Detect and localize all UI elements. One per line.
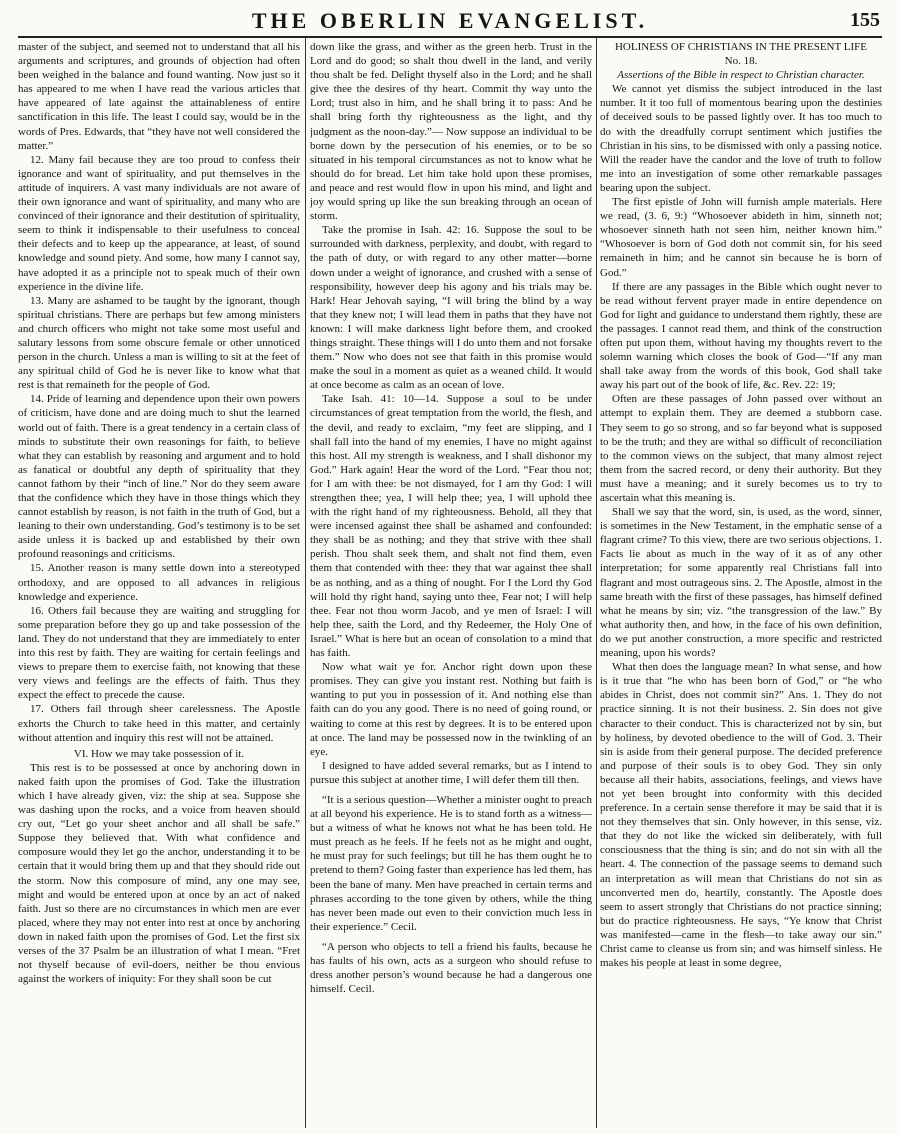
paragraph: 14. Pride of learning and dependence upon their own powers of criticism, have done and are doing much to shut the learned world out of faith. There is a great tendency in a certain class of minds to substitute their own reasonings for faith, to believe what they can establish by reasoning and argument and to hold as fanatical or doubtful any depth of spirituality that they cannot fathom by their “inch of line.” Nor do they seem aware that the confidence which they have in those things which they cannot establish by reason, is not faith in the truth of God, but a leaning to their own understanding. God’s testimony is to be set aside unless it is backed up and established by their own profound reasonings and criticisms.	[18, 393, 300, 561]
paragraph: master of the subject, and seemed not to understand that all his arguments and scriptures, and grounds of objection had often been weighed in the balance and found wanting. Now just so it has appeared to me when I have read the various articles that have appeared of late against the attainableness of entire sanctification in this life. The least I could say, would be in the words of Pres. Edwards, that “they have not well considered the matter.”	[18, 41, 300, 152]
masthead	[18, 6, 882, 38]
page-number: 155	[850, 9, 880, 31]
column-1	[18, 40, 300, 1130]
paragraph: What then does the language mean? In what sense, and how is it true that “he who has been born of God,” or “he who abides in Christ, does not commit sin?” Ans. 1. They do not practice sinning. It is not their business. 2. Sin does not give character to their conduct. This is characterized not by sin, but by holiness, by devoted obedience to the will of God. 3. Their sin is aside from their general purpose. The decided preference and purpose of their souls is to obey God. They sin only because all their habits, associations, feelings, and views have not yet been brought into conformity with this decided preference. In a certain sense therefore it may be said that it is not they themselves that sin. Only however, in this sense, viz. that they do not like the wicked sin deliberately, with full consciousness that the thing is sin; and do not sin with all the heart. 4. The connection of the passage seems to demand such an interpretation as will mean that Christians do not sin as unconverted men do, heartily, constantly. The Apostle does seem to assert strongly that Christians do not practice sinning; but do practice righteousness. He says, “Ye know that Christ was manifested—came in the flesh—to take away our sin.” Christ came to cleanse us from sin; and was himself sinless. He makes his people at least in some degree,	[600, 661, 882, 970]
paragraph: 13. Many are ashamed to be taught by the ignorant, though spiritual christians. There are perhaps but few among ministers and church officers who might not take some most useful and salutary lessons from some obscure female or other unnoticed person in the church. Unless a man is willing to sit at the feet of any spiritual child of God he is never like to know what that rest is that remaineth for the people of God.	[18, 294, 300, 392]
article-subheading: Assertions of the Bible in respect to Christian character.	[617, 69, 865, 82]
paragraph: The first epistle of John will furnish ample materials. Here we read, (3. 6, 9:) “Whosoever abideth in him, sinneth not; whosoever sinneth hath not seen him, neither known him.” “Whosoever is born of God doth not commit sin, for his seed remaineth in him; and he cannot sin because he is born of God.”	[600, 196, 882, 279]
paragraph: 16. Others fail because they are waiting and struggling for some preparation before they go up and take possession of the land. They do not understand that they are immediately to enter into this rest by faith. They are waiting for certain feelings and views to prepare them to exercise faith, not knowing that these very views and feelings are the effects of faith. Thus they expect the effect to precede the cause.	[18, 604, 300, 702]
paragraph: I designed to have added several remarks, but as I intend to pursue this subject at another time, I will defer them till then.	[310, 759, 592, 786]
paragraph: Take the promise in Isah. 42: 16. Suppose the soul to be surrounded with darkness, perplexity, and doubt, with regard to the path of duty, or with regard to any other matter—borne down under a weight of ignorance, and crushed with a sense of responsibility, however deep his agony and his trials may be. Hark! Hear Jehovah saying, “I will bring the blind by a way that they knew not; I will lead them in paths that they have not known: I will make darkness light before them, and crooked things straight. These things will I do unto them and not forsake them.” Now who does not see that faith in this promise would make the soul in a moment as quiet as a weaned child. It would at once become as calm as an ocean of love.	[310, 224, 592, 392]
paragraph: Now what wait ye for. Anchor right down upon these promises. They can give you instant rest. Nothing but faith is wanting to put you in possession of it. And nothing else than faith can do you any good. There is no need of going round, or waiting to come at this rest by degrees. It is to be entered upon at once. The land may be possessed now in the twinkling of an eye.	[310, 661, 592, 758]
article-number: No. 18.	[724, 55, 758, 68]
column-3	[600, 40, 882, 1130]
paragraph: If there are any passages in the Bible which ought never to be read without fervent prayer made in entire dependence on God for light and guidance to understand them rightly, these are the passages. I cannot read them, and think of the construction often put upon them, without having my thoughts revert to the solemn warning which closes the book of God—“If any man shall take away from the words of this book, God shall take away his part out of the book of life, &c. Rev. 22: 19;	[600, 280, 882, 392]
masthead-title: THE OBERLIN EVANGELIST.	[251, 8, 649, 33]
section-heading: VI. How we may take possession of it.	[73, 747, 245, 760]
paragraph: Shall we say that the word, sin, is used, as the word, sinner, is sometimes in the New Testament, in the emphatic sense of a flagrant crime? To this view, there are two serious objections. 1. Facts lie about as much in the way of it as of any other interpretation; for some apparently real Christians fall into flagrant and most outrageous sins. 2. The Apostle, almost in the same breath with the first of these passages, has himself defined what he means by sin; viz. “the transgression of the law.” By what authority then, and how, in the face of his own definition, do we put another construction, a more specific and restricted meaning, upon his words?	[600, 506, 882, 660]
paragraph: 15. Another reason is many settle down into a stereotyped orthodoxy, and are opposed to all advances in religious knowledge and experience.	[18, 562, 300, 603]
quotation: “It is a serious question—Whether a minister ought to preach at all beyond his experience. He is to stand forth as a witness—but a witness of what he knows not what he has been told. He must preach as he feels. If he feels not as he might and ought, he must pray for such feelings; but till he has them ought he to pretend to them? Going faster than experience has led them, has been the bane of many. Men have preached in certain terms and phrases according to the tone given by others, while the thing has never been made out even to their conviction much less in their experience.” Cecil.	[310, 793, 592, 933]
column-2	[310, 40, 592, 1130]
paragraph: Often are these passages of John passed over without an attempt to explain them. They are deemed a stubborn case. They seem to go so strong, and so far beyond what is supposed to be the truth; and they are withal so difficult of reconciliation to the common views on the subject, that many almost reject them from the sacred record, or deny their authority. But they must have a meaning; and it surely becomes us to try to ascertain what this meaning is.	[600, 393, 882, 504]
paragraph: 12. Many fail because they are too proud to confess their ignorance and want of spirituality, and put themselves in the attitude of inquirers. A vast many individuals are not aware of their own ignorance and want of spirituality, and many who are convinced of their ignorance and their destitution of spirituality, seem to think it indispensable to their usefulness to conceal their defects and to keep up the appearance, at least, of sound knowledge and sound piety. And some, how many I cannot say, have adopted it as a principle not to speak much of their own experience in the divine life.	[18, 153, 300, 293]
column-divider	[596, 38, 597, 1128]
paragraph: down like the grass, and wither as the green herb. Trust in the Lord and do good; so shalt thou dwell in the land, and verily thou shalt be fed. Delight thyself also in the Lord; and he shall give thee the desires of thy heart. Commit thy way unto the Lord; trust also in him, and he shall bring it to pass: And he shall bring forth thy righteousness as the light, and thy judgment as the noon-day.”— Now suppose an individual to be borne down by the persecution of his enemies, or to be so situated in his temporal circumstances as not to know what he should do for bread. Let him take hold upon these promises, and peace and rest would flow in upon his mind, and light and joy would spring up like the sun breaking through an ocean of storm.	[310, 41, 592, 223]
article-heading: HOLINESS OF CHRISTIANS IN THE PRESENT LIFE	[614, 41, 867, 53]
paragraph: Take Isah. 41: 10—14. Suppose a soul to be under circumstances of great temptation from the world, the flesh, and the devil, and ready to exclaim, “my feet are slipping, and I shall fall into the hand of my enemies, I have no might against this host. All my strength is weakness, and I shall dishonor my God.” Hark again! Hear the word of the Lord. “Fear thou not; for I am with thee: be not dismayed, for I am thy God: I will strengthen thee; yea, I will help thee; yea, I will uphold thee with the right hand of my righteousness. Behold, all they that were incensed against thee shall be ashamed and confounded: they shall be as nothing; and they that strive with thee shall perish. Thou shalt seek them, and shalt not find them, even them that contended with thee: they that war against thee shall be as nothing, and as a thing of nought. For I the Lord thy God will hold thy right hand, saying unto thee, Fear not; I will help thee. Fear not thou worm Jacob, and ye men of Israel: I will help thee, saith the Lord, and thy Redeemer, the Holy One of Israel.” What is here but an ocean of consolation to a mind that has faith.	[310, 393, 592, 660]
column-divider	[305, 38, 306, 1128]
paragraph: This rest is to be possessed at once by anchoring down in naked faith upon the promises of God. Take the illustration which I have already given, viz: the ship at sea. Suppose she was dashing upon the rocks, and a voice from heaven should cry out, “Let go your sheet anchor and all shall be safe.” Suppose they believed that. With what confidence and composure would they let go the anchor, understanding it to be certain that it would bring them up and that they should ride out the storm. Now this composure of mind, any one may see, might and would be entered upon at once by an act of naked faith. Just so there are no circumstances in which men are ever placed, where they may not enter into rest at once by anchoring down in naked faith upon the promises of God. Let the first six verses of the 37 Psalm be an illustration of what I mean. “Fret not thyself because of evil-doers, neither be thou envious against the workers of iniquity: For they shall soon be cut	[18, 761, 300, 986]
paragraph: We cannot yet dismiss the subject introduced in the last number. It it too full of momentous bearing upon the destinies of deceived souls to be passed lightly over. It has too much to do with the dreadfully corrupt sentiment which justifies the Christian in his sins, to be dismissed with only a passing notice. Will the reader have the candor and the love of truth to follow me into an investigation of some other remarkable passages bearing upon the subject.	[600, 83, 882, 194]
paragraph: 17. Others fail through sheer carelessness. The Apostle exhorts the Church to take heed in this matter, and certainly without attention and inquiry this rest will not be attained.	[18, 703, 300, 744]
quotation: “A person who objects to tell a friend his faults, because he has faults of his own, acts as a surgeon who should refuse to dress another person’s wound because he had a dangerous one himself. Cecil.	[310, 940, 592, 996]
